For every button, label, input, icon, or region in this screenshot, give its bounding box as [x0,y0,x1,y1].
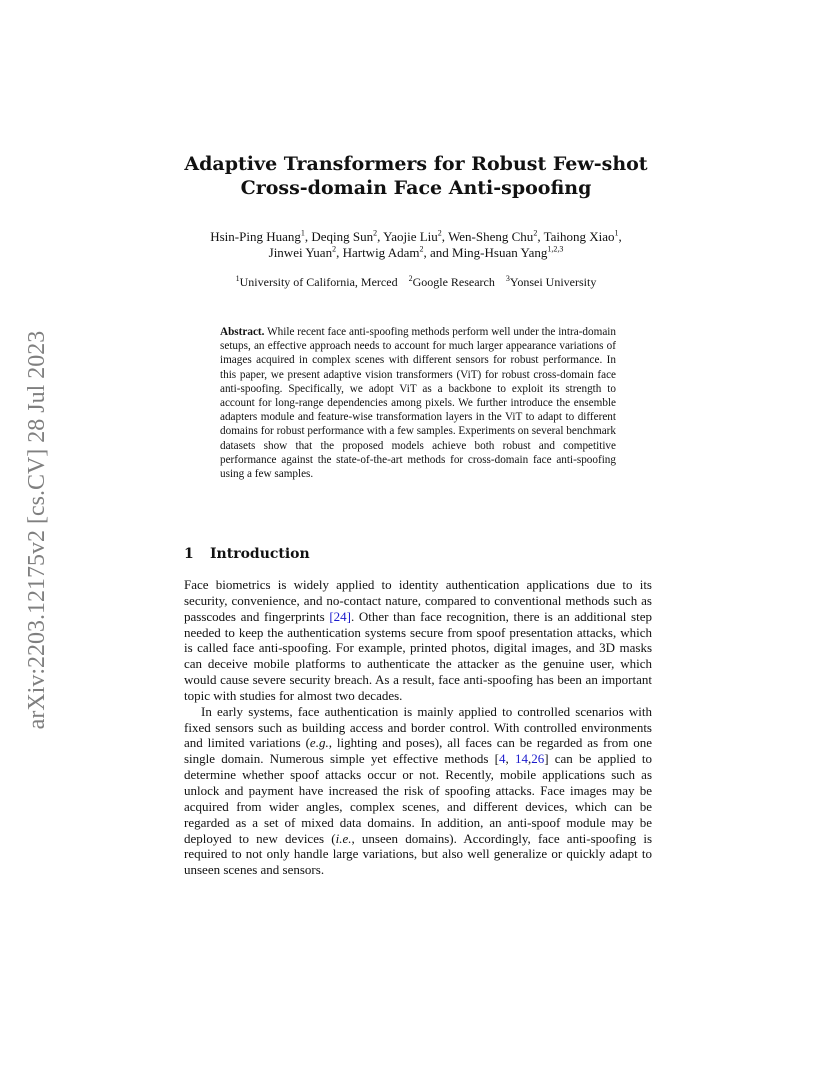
author-affiliation-mark: 2 [437,228,442,238]
author-separator: , [336,245,343,260]
abstract [220,325,616,481]
citation-bracket: ] [544,751,549,767]
section-number: 1 [184,546,194,562]
author-name: Yaojie Liu [383,229,438,244]
author [544,229,622,244]
author-name: Deqing Sun [311,229,374,244]
author [311,229,383,244]
affiliation-name: University of California, Merced [239,275,398,289]
affiliation-list [170,275,662,290]
paragraph-text: , unseen domains). Accordingly, face anti-spoofing is required to not only handle large variations, but also well generalize or quickly adapt to unseen scenes and sensors. [184,830,652,878]
author [343,245,452,260]
title-line-2: Cross-domain Face Anti-spoofing [240,177,592,199]
author [383,229,448,244]
author-name: Ming-Hsuan Yang [452,245,548,260]
author-affiliation-mark: 1,2,3 [547,244,564,254]
author-separator: , and [423,245,453,260]
author-separator: , [618,229,622,244]
author-affiliation-mark: 2 [373,228,378,238]
author-separator: , [304,229,312,244]
author [269,245,343,260]
citation-link[interactable]: [24] [329,608,352,624]
author-affiliation-mark: 2 [332,244,337,254]
affiliation [236,275,398,289]
section-heading-introduction [184,544,310,564]
citation-link[interactable]: 4 [499,751,506,767]
author-separator: , [441,229,449,244]
author-affiliation-mark: 1 [300,228,305,238]
author [452,245,563,260]
abstract-text: While recent face anti-spoofing methods perform well under the intra-domain setups, an effective approach needs to account for much larger appearance variations of images acquired in complex scenes with different sensors for robust performance. In this paper, we present adaptive vision transformers (ViT) for robust cross-domain face anti-spoofing. Specifically, we adopt ViT as a backbone to exploit its strength to account for long-range dependencies among pixels. We further introduce the ensemble adapters module and feature-wise transformation layers in the ViT to adapt to different domains for robust performance with a few samples. Experiments on several benchmark datasets show that the proposed models achieve both robust and competitive performance against the state-of-the-art methods for cross-domain face anti-spoofing using a few samples. [220,326,616,481]
affiliation-number: 2 [408,274,413,283]
author-name: Taihong Xiao [543,229,615,244]
paragraph-text: can be applied to determine whether spoof attacks occur or not. Recently, mobile applications such as unlock and payment have increased the risk of spoofing attacks. Face images may be acquired from wider angles, complex scenes, and different devices, which can be regarded as a set of mixed data domains. In addition, an anti-spoof module may be deployed to new devices ( [184,751,653,846]
paragraph [184,704,652,878]
author-name: Wen-Sheng Chu [448,229,534,244]
citation-bracket: [ [494,751,499,767]
author [448,229,544,244]
author-name: Hsin-Ping Huang [210,229,301,244]
affiliation-name: Google Research [412,275,495,289]
author-name: Hartwig Adam [342,245,420,260]
author-separator: , [377,229,384,244]
affiliation [506,275,596,289]
paper-title [140,152,692,200]
introduction-body [184,577,652,878]
author [210,229,311,244]
latin-abbreviation: e.g. [309,735,329,751]
latin-abbreviation: i.e. [335,830,352,846]
author-list [170,229,662,261]
paragraph-text: Face biometrics is widely applied to identity authentication applications due to its security, convenience, and no-contact nature, compared to conventional methods such as passcodes and fingerprints [184,577,652,624]
title-line-1: Adaptive Transformers for Robust Few-shot [184,153,648,175]
citation-link[interactable]: 26 [531,751,545,767]
citation-link[interactable]: 14 [514,751,528,767]
affiliation-name: Yonsei University [509,275,597,289]
author-affiliation-mark: 1 [614,228,619,238]
arxiv-identifier: arXiv:2203.12175v2 [cs.CV] 28 Jul 2023 [24,330,50,730]
author-name: Jinwei Yuan [268,245,333,260]
paragraph-text: . Other than face recognition, there is an additional step needed to keep the authentication systems secure from spoof presentation attacks, which is called face anti-spoofing. For example, printed photos, digital images, and 3D masks can deceive mobile platforms to authenticate the attacker as the genuine user, which would cause severe security breach. As a result, face anti-spoofing has been an important topic with studies for almost two decades. [184,608,652,703]
section-title: Introduction [210,546,310,562]
paragraph [184,577,652,704]
affiliation-number: 1 [235,274,240,283]
citation-separator: , [527,751,532,767]
paragraph-text: In early systems, face authentication is mainly applied to controlled scenarios with fixed sensors such as building access and border control. With controlled environments and limited variations ( [184,703,652,751]
citation-group [495,751,549,766]
arxiv-sidebar-stamp [22,295,52,765]
affiliation [409,275,495,289]
abstract-label: Abstract. [220,326,265,338]
affiliation-number: 3 [505,274,510,283]
author-affiliation-mark: 2 [419,244,424,254]
author-separator: , [537,229,544,244]
author-affiliation-mark: 2 [533,228,538,238]
paragraph-text: , lighting and poses), all faces can be regarded as from one single domain. Numerous simple yet effective methods [184,735,652,767]
citation-separator: , [505,751,515,767]
